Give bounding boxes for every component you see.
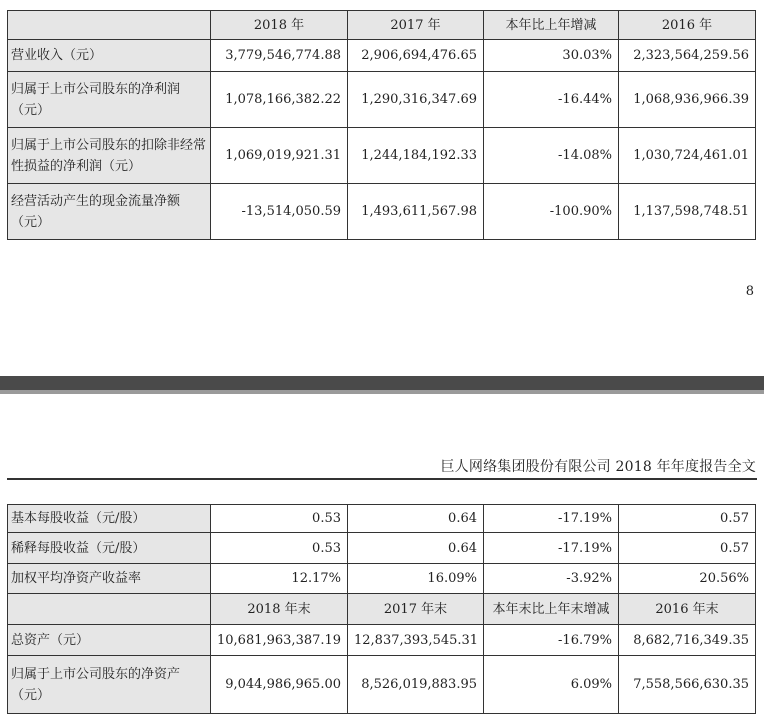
- row-label: 基本每股收益（元/股）: [8, 505, 211, 533]
- header-cell-empty: [8, 11, 211, 40]
- cell-value: 0.53: [211, 533, 348, 564]
- per-share-and-assets-table: [7, 504, 756, 714]
- header-cell-2017-end: 2017 年末: [348, 594, 484, 625]
- row-label: 营业收入（元）: [8, 40, 211, 72]
- header-rule: [7, 478, 757, 480]
- cell-value: 2,906,694,476.65: [348, 40, 484, 72]
- cell-value: 8,682,716,349.35: [619, 625, 756, 656]
- report-running-header: 巨人网络集团股份有限公司 2018 年年度报告全文: [440, 459, 756, 475]
- table-row: [8, 656, 756, 714]
- cell-value: -14.08%: [484, 128, 619, 184]
- header-cell-2016-end: 2016 年末: [619, 594, 756, 625]
- table-header-row: [8, 594, 756, 625]
- header-cell-empty: [8, 594, 211, 625]
- cell-value: 0.64: [348, 533, 484, 564]
- cell-value: 20.56%: [619, 564, 756, 594]
- table-row: [8, 533, 756, 564]
- cell-value: 1,069,019,921.31: [211, 128, 348, 184]
- cell-value: 1,493,611,567.98: [348, 184, 484, 240]
- cell-value: 7,558,566,630.35: [619, 656, 756, 714]
- table-row: [8, 625, 756, 656]
- row-label: 归属于上市公司股东的净资产（元）: [8, 656, 211, 714]
- table-row: [8, 72, 756, 128]
- cell-value: 1,290,316,347.69: [348, 72, 484, 128]
- cell-value: 1,030,724,461.01: [619, 128, 756, 184]
- cell-value: 6.09%: [484, 656, 619, 714]
- header-cell-change: 本年末比上年末增减: [484, 594, 619, 625]
- cell-value: 8,526,019,883.95: [348, 656, 484, 714]
- cell-value: 0.64: [348, 505, 484, 533]
- page-separator: [0, 376, 764, 390]
- cell-value: -17.19%: [484, 505, 619, 533]
- cell-value: -16.79%: [484, 625, 619, 656]
- table-header-row: [8, 11, 756, 40]
- cell-value: -3.92%: [484, 564, 619, 594]
- header-cell-2018: 2018 年: [211, 11, 348, 40]
- financial-summary-table: [7, 10, 756, 240]
- header-cell-2016: 2016 年: [619, 11, 756, 40]
- row-label: 归属于上市公司股东的扣除非经常性损益的净利润（元）: [8, 128, 211, 184]
- cell-value: -17.19%: [484, 533, 619, 564]
- header-cell-2018-end: 2018 年末: [211, 594, 348, 625]
- cell-value: 1,244,184,192.33: [348, 128, 484, 184]
- cell-value: 0.53: [211, 505, 348, 533]
- table-row: [8, 40, 756, 72]
- cell-value: 0.57: [619, 505, 756, 533]
- cell-value: 9,044,986,965.00: [211, 656, 348, 714]
- cell-value: -16.44%: [484, 72, 619, 128]
- cell-value: 1,137,598,748.51: [619, 184, 756, 240]
- cell-value: 12.17%: [211, 564, 348, 594]
- cell-value: 1,068,936,966.39: [619, 72, 756, 128]
- cell-value: 10,681,963,387.19: [211, 625, 348, 656]
- cell-value: 12,837,393,545.31: [348, 625, 484, 656]
- cell-value: -13,514,050.59: [211, 184, 348, 240]
- row-label: 归属于上市公司股东的净利润（元）: [8, 72, 211, 128]
- header-cell-2017: 2017 年: [348, 11, 484, 40]
- page-number: 8: [745, 284, 754, 299]
- cell-value: 0.57: [619, 533, 756, 564]
- page-separator-shadow: [0, 390, 764, 394]
- cell-value: 3,779,546,774.88: [211, 40, 348, 72]
- cell-value: -100.90%: [484, 184, 619, 240]
- row-label: 加权平均净资产收益率: [8, 564, 211, 594]
- table-row: [8, 184, 756, 240]
- cell-value: 2,323,564,259.56: [619, 40, 756, 72]
- table-row: [8, 505, 756, 533]
- table-row: [8, 128, 756, 184]
- header-cell-change: 本年比上年增减: [484, 11, 619, 40]
- cell-value: 30.03%: [484, 40, 619, 72]
- row-label: 总资产（元）: [8, 625, 211, 656]
- cell-value: 16.09%: [348, 564, 484, 594]
- row-label: 稀释每股收益（元/股）: [8, 533, 211, 564]
- cell-value: 1,078,166,382.22: [211, 72, 348, 128]
- table-row: [8, 564, 756, 594]
- row-label: 经营活动产生的现金流量净额（元）: [8, 184, 211, 240]
